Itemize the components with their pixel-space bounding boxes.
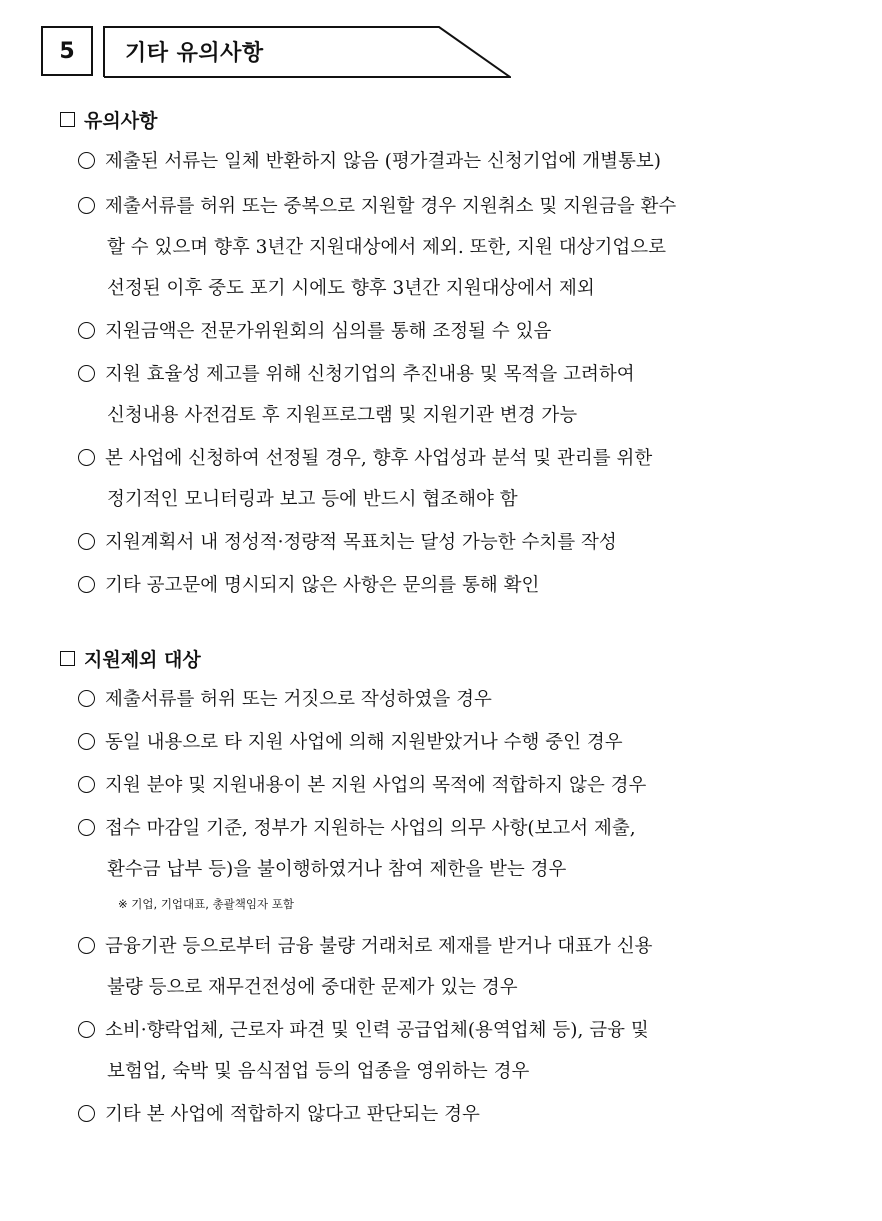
list-item <box>78 723 838 763</box>
circle-bullet-icon <box>78 576 95 593</box>
item-text: 기타 공고문에 명시되지 않은 사항은 문의를 통해 확인 <box>105 575 540 596</box>
circle-bullet-icon <box>78 1105 95 1122</box>
list-item <box>78 566 838 606</box>
item-text: 기타 본 사업에 적합하지 않다고 판단되는 경우 <box>105 1104 480 1125</box>
list-item <box>78 355 838 395</box>
section-number-box <box>41 26 93 76</box>
list-item <box>78 1011 838 1051</box>
square-bullet-icon <box>60 651 75 666</box>
circle-bullet-icon <box>78 819 95 836</box>
circle-bullet-icon <box>78 937 95 954</box>
list-item <box>78 680 838 720</box>
list-item <box>78 142 838 182</box>
item-continuation: 정기적인 모니터링과 보고 등에 반드시 협조해야 함 <box>107 489 518 510</box>
subsection-title-text: 지원제외 대상 <box>84 649 201 671</box>
item-text: 제출서류를 허위 또는 중복으로 지원할 경우 지원취소 및 지원금을 환수 <box>105 196 677 217</box>
item-continuation: 보험업, 숙박 및 음식점업 등의 업종을 영위하는 경우 <box>107 1061 530 1082</box>
circle-bullet-icon <box>78 322 95 339</box>
item-continuation: 환수금 납부 등)을 불이행하였거나 참여 제한을 받는 경우 <box>107 859 567 880</box>
subsection-title-exclusions <box>60 645 201 672</box>
circle-bullet-icon <box>78 733 95 750</box>
circle-bullet-icon <box>78 776 95 793</box>
item-text: 지원 분야 및 지원내용이 본 지원 사업의 목적에 적합하지 않은 경우 <box>105 775 647 796</box>
item-text: 본 사업에 신청하여 선정될 경우, 향후 사업성과 분석 및 관리를 위한 <box>105 448 653 469</box>
item-text: 제출서류를 허위 또는 거짓으로 작성하였을 경우 <box>105 689 492 710</box>
item-continuation: 신청내용 사전검토 후 지원프로그램 및 지원기관 변경 가능 <box>107 405 578 426</box>
item-text: 제출된 서류는 일체 반환하지 않음 (평가결과는 신청기업에 개별통보) <box>105 151 661 172</box>
circle-bullet-icon <box>78 690 95 707</box>
section-title: 기타 유의사항 <box>125 40 264 66</box>
list-item <box>78 439 838 479</box>
circle-bullet-icon <box>78 365 95 382</box>
list-item <box>78 187 838 227</box>
list-item <box>78 766 838 806</box>
item-text: 동일 내용으로 타 지원 사업에 의해 지원받았거나 수행 중인 경우 <box>105 732 623 753</box>
circle-bullet-icon <box>78 1021 95 1038</box>
circle-bullet-icon <box>78 197 95 214</box>
item-text: 접수 마감일 기준, 정부가 지원하는 사업의 의무 사항(보고서 제출, <box>105 818 636 839</box>
item-text: 소비·향락업체, 근로자 파견 및 인력 공급업체(용역업체 등), 금융 및 <box>105 1020 649 1041</box>
list-item <box>78 523 838 563</box>
circle-bullet-icon <box>78 449 95 466</box>
list-item <box>78 312 838 352</box>
item-text: 지원계획서 내 정성적·정량적 목표치는 달성 가능한 수치를 작성 <box>105 532 617 553</box>
item-continuation: 불량 등으로 재무건전성에 중대한 문제가 있는 경우 <box>107 977 518 998</box>
item-text: 금융기관 등으로부터 금융 불량 거래처로 제재를 받거나 대표가 신용 <box>105 936 653 957</box>
item-text: 지원금액은 전문가위원회의 심의를 통해 조정될 수 있음 <box>105 321 552 342</box>
item-note: ※ 기업, 기업대표, 총괄책임자 포함 <box>118 897 294 911</box>
list-item <box>78 809 838 849</box>
list-item <box>78 927 838 967</box>
subsection-title-notes <box>60 106 157 133</box>
section-header <box>41 20 511 78</box>
item-text: 지원 효율성 제고를 위해 신청기업의 추진내용 및 목적을 고려하여 <box>105 364 635 385</box>
item-continuation: 선정된 이후 중도 포기 시에도 향후 3년간 지원대상에서 제외 <box>107 278 595 299</box>
square-bullet-icon <box>60 112 75 127</box>
subsection-title-text: 유의사항 <box>84 110 158 132</box>
section-number: 5 <box>59 38 75 64</box>
circle-bullet-icon <box>78 152 95 169</box>
circle-bullet-icon <box>78 533 95 550</box>
list-item <box>78 1095 838 1135</box>
item-continuation: 할 수 있으며 향후 3년간 지원대상에서 제외. 또한, 지원 대상기업으로 <box>107 237 666 258</box>
